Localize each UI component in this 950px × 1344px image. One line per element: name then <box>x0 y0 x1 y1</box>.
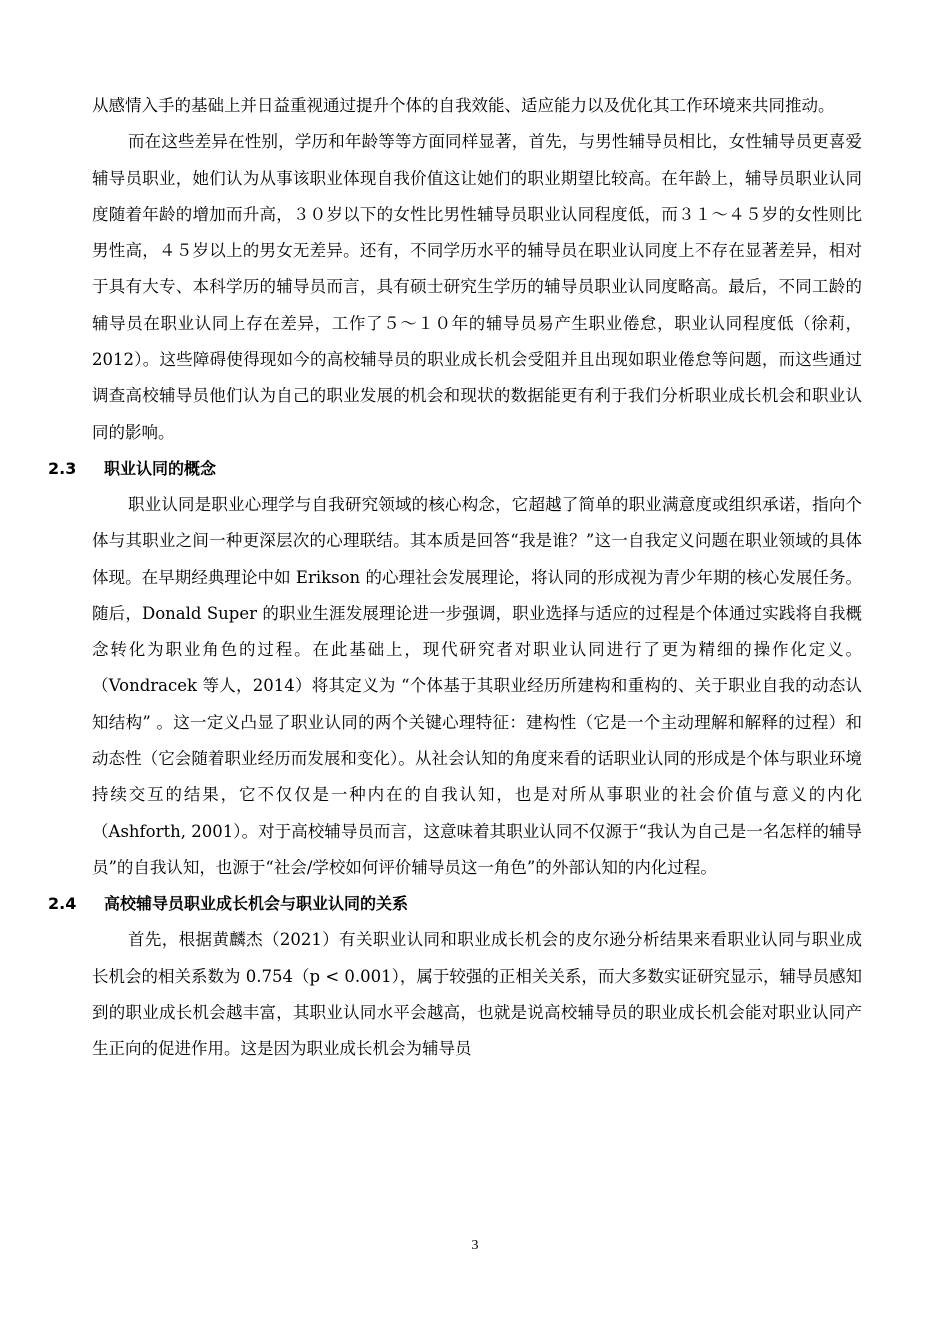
section-number: 2.3 <box>48 458 77 478</box>
paragraph-concept: 职业认同是职业心理学与自我研究领域的核心构念，它超越了简单的职业满意度或组织承诺，指向个体与其职业之间一种更深层次的心理联结。其本质是回答“我是谁？”这一自我定义问题在职业领域的具体体现。在早期经典理论中如 Erikson 的心理社会发展理论，将认同的形成视为青少年期的核心发展任务。随后，Donald Super 的职业生涯发展理论进一步强调，职业选择与适应的过程是个体通过实践将自我概念转化为职业角色的过程。在此基础上，现代研究者对职业认同进行了更为精细的操作化定义。（Vondracek 等人，2014）将其定义为 “个体基于其职业经历所建构和重构的、关于职业自我的动态认知结构” 。这一定义凸显了职业认同的两个关键心理特征：建构性（它是一个主动理解和解释的过程）和动态性（它会随着职业经历而发展和变化）。从社会认知的角度来看的话职业认同的形成是个体与职业环境持续交互的结果，它不仅仅是一种内在的自我认知，也是对所从事职业的社会价值与意义的内化（Ashforth, 2001）。对于高校辅导员而言，这意味着其职业认同不仅源于“我认为自己是一名怎样的辅导员”的自我认知，也源于“社会/学校如何评价辅导员这一角色”的外部认知的内化过程。 <box>92 494 862 877</box>
section-title: 高校辅导员职业成长机会与职业认同的关系 <box>104 894 409 914</box>
section-title: 职业认同的概念 <box>104 458 217 478</box>
paragraph-continued: 从感情入手的基础上并日益重视通过提升个体的自我效能、适应能力以及优化其工作环境来共同推动。 <box>92 96 835 115</box>
section-heading-2-4 <box>48 886 862 922</box>
section-heading-2-3 <box>48 451 862 487</box>
paragraph-relationship: 首先，根据黄麟杰（2021）有关职业认同和职业成长机会的皮尔逊分析结果来看职业认同与职业成长机会的相关系数为 0.754（p < 0.001），属于较强的正相关关系，而大多数实证研究显示，辅导员感知到的职业成长机会越丰富，其职业认同水平会越高，也就是说高校辅导员的职业成长机会能对职业认同产生正向的促进作用。这是因为职业成长机会为辅导员 <box>92 930 862 1059</box>
paragraph-differences: 而在这些差异在性别，学历和年龄等等方面同样显著，首先，与男性辅导员相比，女性辅导员更喜爱辅导员职业，她们认为从事该职业体现自我价值这让她们的职业期望比较高。在年龄上，辅导员职业认同度随着年龄的增加而升高，３０岁以下的女性比男性辅导员职业认同程度低，而３１～４５岁的女性则比男性高，４５岁以上的男女无差异。还有，不同学历水平的辅导员在职业认同度上不存在显著差异，相对于具有大专、本科学历的辅导员而言，具有硕士研究生学历的辅导员职业认同度略高。最后，不同工龄的辅导员在职业认同上存在差异，工作了５～１０年的辅导员易产生职业倦怠，职业认同程度低（徐莉，2012）。这些障碍使得现如今的高校辅导员的职业成长机会受阻并且出现如职业倦怠等问题，而这些通过调查高校辅导员他们认为自己的职业发展的机会和现状的数据能更有利于我们分析职业成长机会和职业认同的影响。 <box>92 132 862 442</box>
section-number: 2.4 <box>48 894 77 914</box>
page-number: 3 <box>471 1238 479 1253</box>
